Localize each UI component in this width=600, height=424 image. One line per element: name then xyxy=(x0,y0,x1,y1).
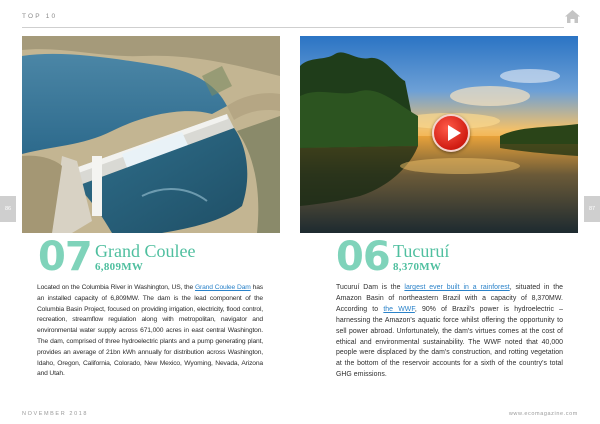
page-number-right[interactable]: 87 xyxy=(584,196,600,222)
dam-description: Located on the Columbia River in Washington, US, the Grand Coulee Dam has an installed capacity of 6,809MW. The dam is the lead component of the Columbia Basin Project, focused on providing irrigation, electricity, flood control, recreation, streamflow regulation along with metropolitan, navigator and environmental water supply across 671,000 acres in east central Washington. The dam, comprised of three hydroelectric plants and a pump generating plant, provides an average of 21bn kWh annually for distribution across Washington, Idaho, Oregon, California, Colorado, New Mexico, Wyoming, Nevada, Arizona and Utah. xyxy=(37,284,263,378)
footer-website[interactable]: www.ecomagazine.com xyxy=(508,411,578,417)
rank-number: 07 xyxy=(38,234,92,280)
footer-issue-date: NOVEMBER 2018 xyxy=(22,411,89,417)
header-rule xyxy=(22,27,564,28)
dam-name: Grand Coulee xyxy=(95,241,196,261)
wwf-link[interactable]: the WWF xyxy=(383,305,415,313)
play-icon[interactable] xyxy=(432,114,470,152)
dam-capacity: 6,809MW xyxy=(95,261,144,273)
home-icon[interactable] xyxy=(564,9,581,24)
page-number-left[interactable]: 86 xyxy=(0,196,16,222)
grand-coulee-dam-link[interactable]: Grand Coulee Dam xyxy=(194,284,251,291)
tucurui-video-thumbnail[interactable] xyxy=(300,36,578,233)
dam-capacity: 8,370MW xyxy=(393,261,442,273)
header-section-label: TOP 10 xyxy=(22,13,58,20)
rank-number: 06 xyxy=(336,234,390,280)
dam-name: Tucuruí xyxy=(393,241,450,261)
grand-coulee-photo xyxy=(22,36,280,233)
dam-description: Tucuruí Dam is the largest ever built in a rainforest, situated in the Amazon Basin of northeastern Brazil with a capacity of 8,370MW. According to the WWF, 90% of Brazil's power is hydroelectric – harnessing the Amazon's aquatic force whilst offering the opportunity to sell power abroad. Unfortunately, the dam's virtues comes at the cost of ethical and environmental sustainability. The WWF noted that 40,000 people were displaced by the dam's construction, and rotting vegetation at the bottom of the reservoir accounts for a sixth of the country's total GHG emissions. xyxy=(336,284,564,379)
rainforest-link[interactable]: largest ever built in a rainforest xyxy=(404,284,510,291)
